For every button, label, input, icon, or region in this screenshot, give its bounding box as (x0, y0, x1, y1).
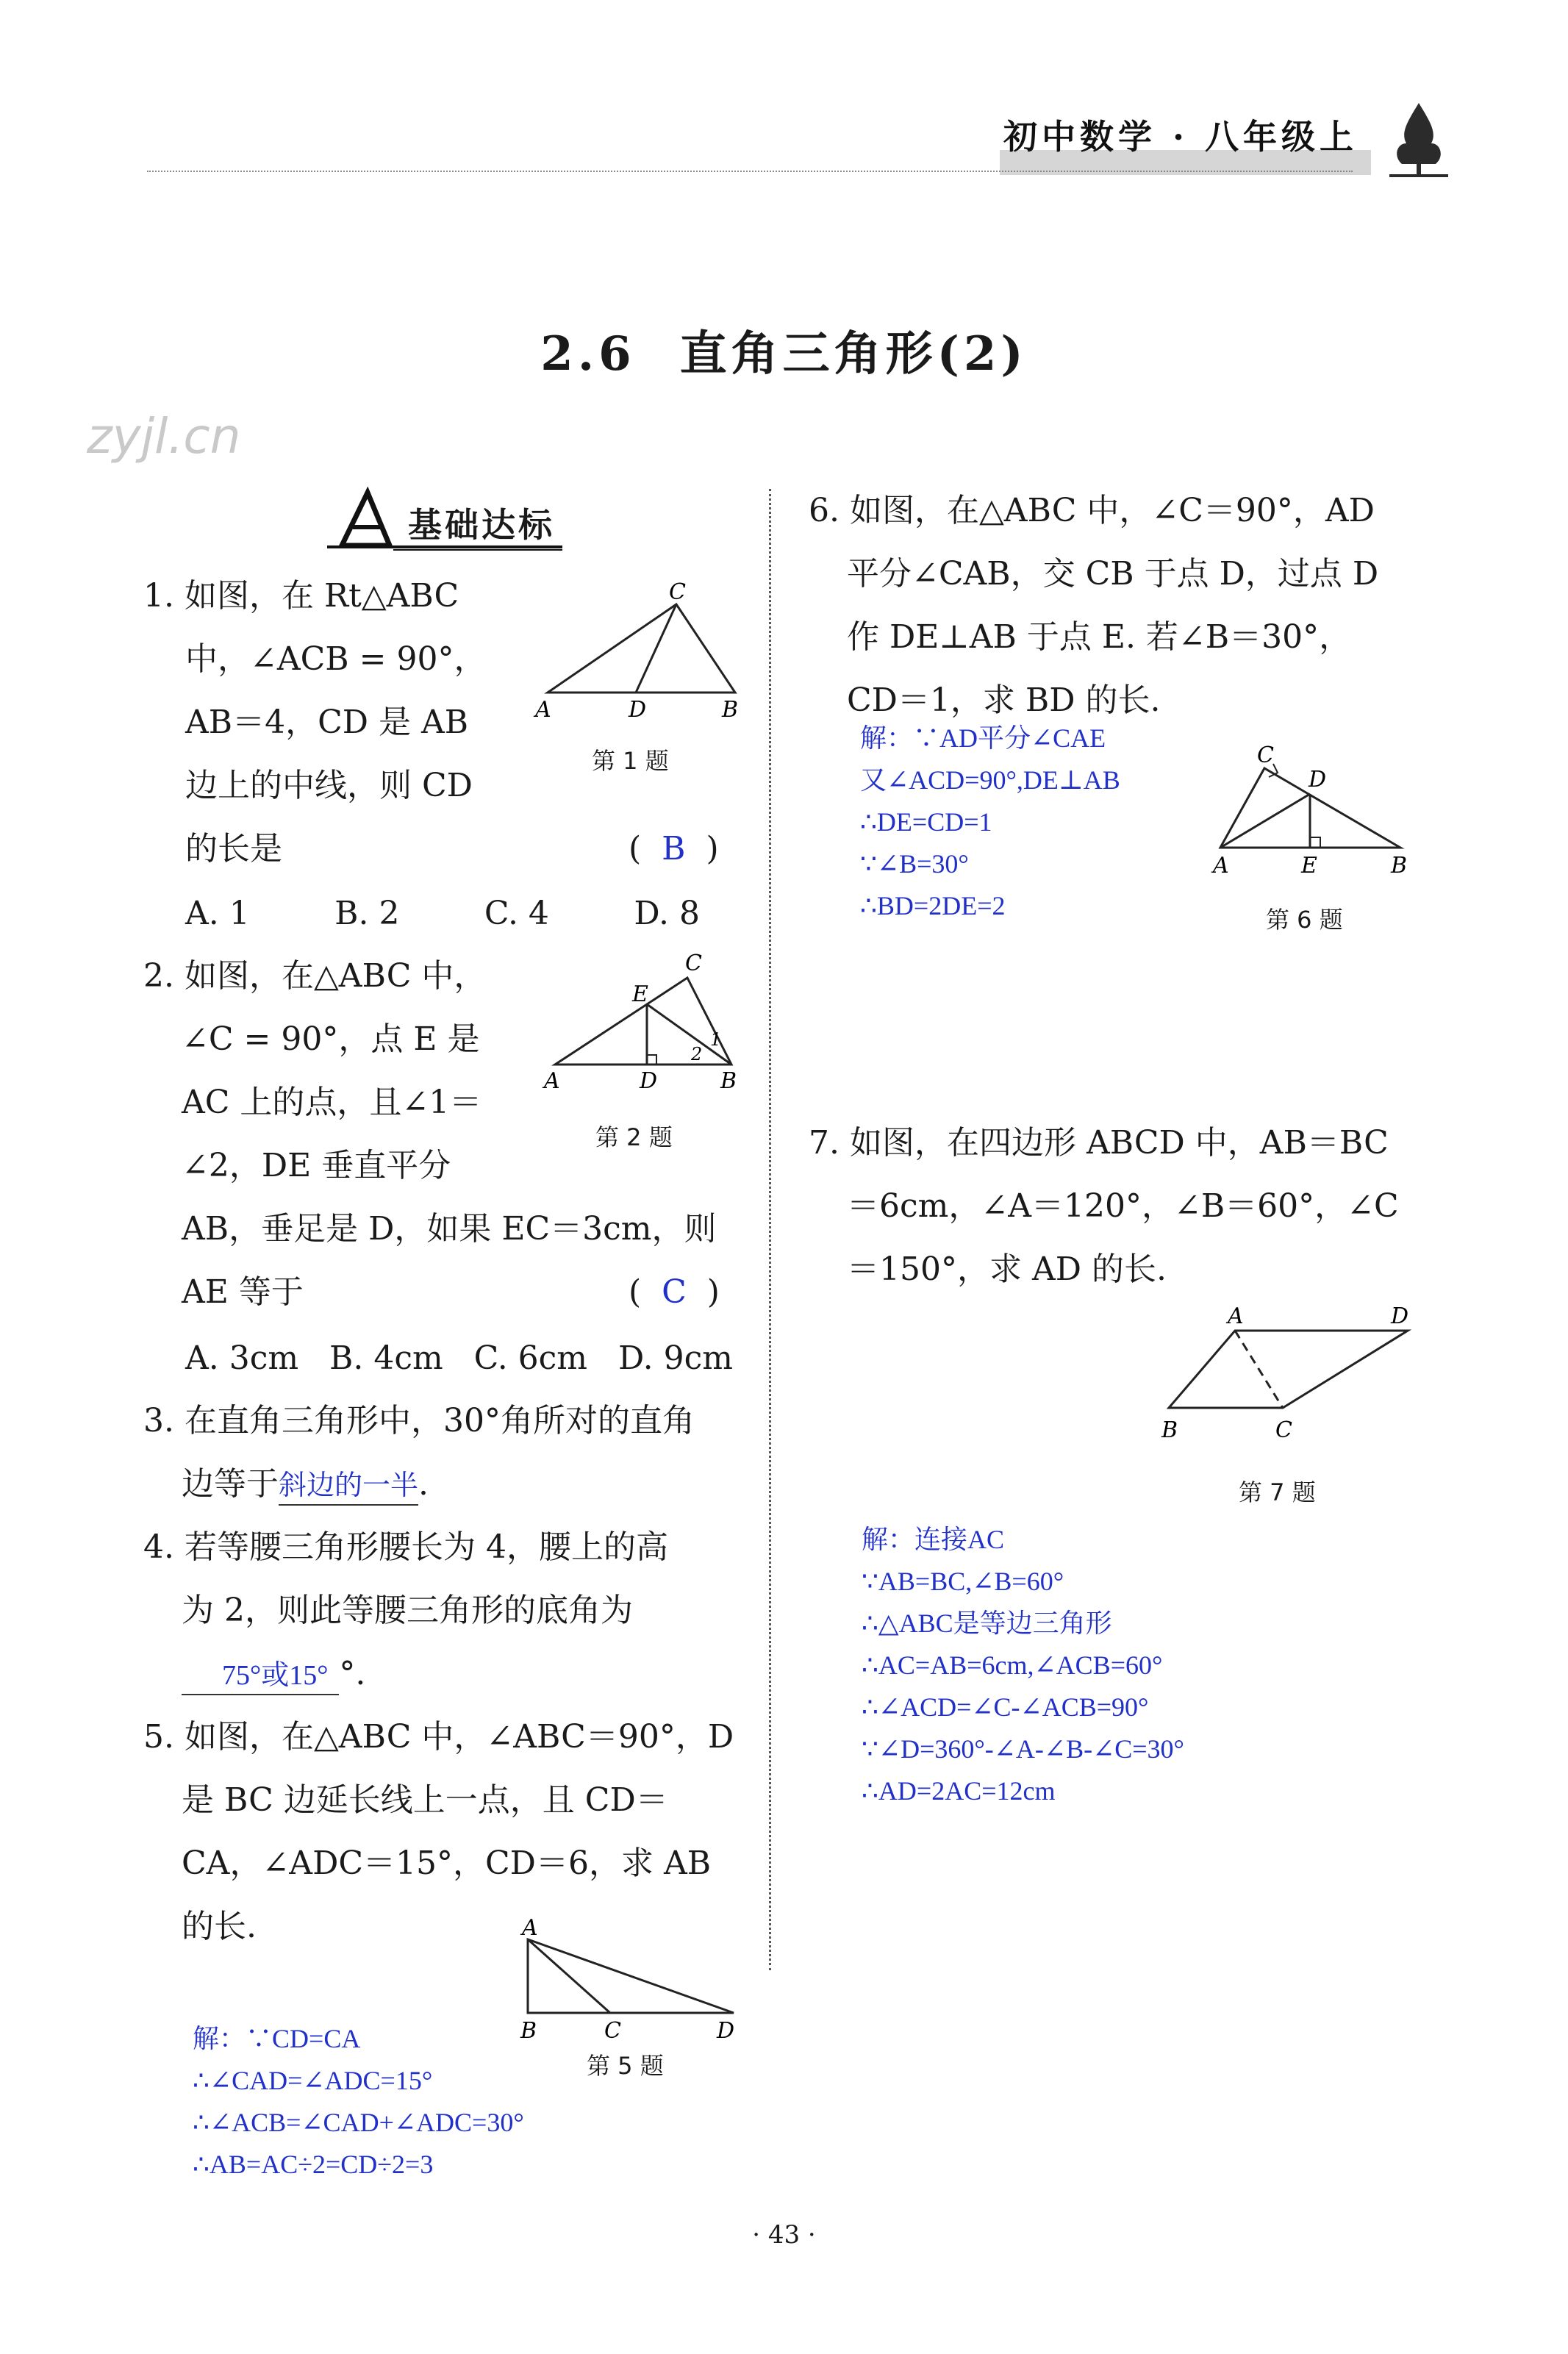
q1-line: 边上的中线，则 CD (185, 767, 473, 804)
q7-text (809, 1112, 1399, 1301)
q5-solution-line: 解：∵CD=CA (193, 2024, 361, 2053)
header-rule (147, 171, 1353, 172)
q2-answer: C (662, 1273, 687, 1311)
q6-label-a: A (1213, 853, 1229, 879)
q2-label-c: C (685, 951, 702, 976)
q6-solution-line: ∵∠B=30° (860, 849, 969, 879)
page-title (0, 316, 1568, 384)
q7-line: ＝6cm，∠A＝120°，∠B＝60°，∠C (847, 1187, 1399, 1225)
q2-choice-c: C. 6cm (473, 1339, 588, 1377)
q2-label-a: A (544, 1068, 560, 1094)
q6-label-b: B (1391, 853, 1408, 879)
q6-solution-line: ∴BD=2DE=2 (860, 891, 1006, 920)
q5-caption: 第 5 题 (587, 2052, 664, 2080)
q1-choice-c: C. 4 (484, 895, 549, 932)
q1-answer-bracket: ( B ) (629, 830, 719, 867)
q6-solution-line: ∴DE=CD=1 (860, 807, 992, 837)
q5-line: CA，∠ADC＝15°，CD＝6，求 AB (182, 1845, 712, 1882)
q2-label-1: 1 (710, 1029, 722, 1050)
q1-label-d: D (629, 697, 647, 723)
q7-label-a: A (1228, 1303, 1244, 1329)
q3-text (143, 1389, 695, 1516)
q6-solution (860, 718, 1120, 927)
q6-line: 6. 如图，在△ABC 中，∠C＝90°，AD (809, 492, 1375, 529)
q6-caption: 第 6 题 (1266, 906, 1343, 934)
q2-caption: 第 2 题 (595, 1123, 673, 1151)
q5-label-c: C (604, 2018, 621, 2044)
q1-choice-a: A. 1 (185, 895, 250, 932)
q2-label-b: B (720, 1068, 737, 1094)
q4-line: 4. 若等腰三角形腰长为 4，腰上的高 (143, 1528, 668, 1566)
q7-label-c: C (1275, 1417, 1292, 1443)
q1-line: 1. 如图，在 Rt△ABC (143, 577, 459, 615)
q2-choice-d: D. 9cm (617, 1339, 733, 1377)
q2-line: ∠2，DE 垂直平分 (182, 1147, 451, 1184)
q7-label-b: B (1161, 1417, 1178, 1443)
page-number: · 43 · (752, 2220, 816, 2250)
section-label: 基础达标 (408, 505, 555, 545)
q1-text (143, 565, 486, 881)
q1-label-a: A (535, 697, 551, 723)
q2-choice-a: A. 3cm (185, 1339, 299, 1377)
q6-line: CD＝1，求 BD 的长. (847, 681, 1161, 719)
q1-choices (185, 882, 700, 945)
tree-logo-icon (1386, 99, 1452, 180)
q4-text (143, 1516, 668, 1706)
q5-label-d: D (717, 2018, 735, 2044)
q5-solution (193, 2018, 524, 2186)
q7-solution-line: ∴∠ACD=∠C-∠ACB=90° (862, 1692, 1149, 1722)
q1-choice-d: D. 8 (634, 895, 700, 932)
q2-choice-b: B. 4cm (329, 1339, 443, 1377)
q6-solution-line: 解：∵AD平分∠CAE (860, 723, 1106, 753)
q6-label-e: E (1301, 853, 1317, 879)
q3-line: 3. 在直角三角形中，30°角所对的直角 (143, 1402, 695, 1439)
q5-solution-line: ∴AB=AC÷2=CD÷2=3 (193, 2150, 434, 2179)
q5-solution-line: ∴∠ACB=∠CAD+∠ADC=30° (193, 2108, 524, 2137)
q2-label-2: 2 (691, 1044, 703, 1065)
q2-line: AE 等于 (182, 1273, 304, 1311)
q7-solution-line: ∴AD=2AC=12cm (862, 1776, 1056, 1806)
q5-label-b: B (520, 2018, 537, 2044)
q2-choices (185, 1327, 733, 1390)
q1-figure (529, 573, 750, 728)
q7-figure (1154, 1301, 1419, 1448)
q2-line: 2. 如图，在△ABC 中， (143, 957, 487, 995)
q7-solution-line: ∵∠D=360°-∠A-∠B-∠C=30° (862, 1734, 1184, 1764)
q4-line: 为 2，则此等腰三角形的底角为 (182, 1592, 633, 1629)
q2-line: AB，垂足是 D，如果 EC＝3cm，则 (182, 1210, 717, 1248)
q6-line: 作 DE⊥AB 于点 E. 若∠B＝30°， (847, 618, 1352, 656)
q5-line: 是 BC 边延长线上一点，且 CD＝ (182, 1781, 668, 1819)
q2-figure (537, 948, 750, 1110)
q5-figure (515, 1919, 750, 2044)
q3-pre: 边等于 (182, 1465, 279, 1503)
q4-answer: 75°或15° (182, 1657, 339, 1695)
q1-label-b: B (722, 697, 739, 723)
q3-answer: 斜边的一半 (279, 1467, 418, 1506)
q2-line: ∠C = 90°，点 E 是 (182, 1020, 480, 1058)
header-title: 初中数学 · 八年级上 (1003, 117, 1358, 157)
q1-caption: 第 1 题 (592, 747, 669, 775)
q4-post: °. (339, 1655, 366, 1692)
q1-answer: B (662, 830, 686, 867)
q1-line: AB＝4，CD 是 AB (185, 704, 469, 741)
q1-label-c: C (669, 579, 686, 605)
q6-text (809, 479, 1378, 732)
watermark: zyjl.cn (87, 408, 241, 465)
q7-line: 7. 如图，在四边形 ABCD 中，AB＝BC (809, 1124, 1389, 1162)
q1-line: 的长是 (185, 830, 282, 867)
q7-caption: 第 7 题 (1239, 1478, 1316, 1506)
q7-solution-line: ∴AC=AB=6cm,∠ACB=60° (862, 1650, 1163, 1680)
column-divider (769, 489, 771, 1970)
q1-line: 中，∠ACB = 90°， (185, 640, 487, 678)
title-number: 2.6 (540, 326, 636, 382)
q5-line: 的长. (182, 1908, 257, 1945)
q5-label-a: A (522, 1919, 538, 1941)
q7-line: ＝150°，求 AD 的长. (847, 1251, 1167, 1288)
q2-label-d: D (640, 1068, 658, 1094)
q2-line: AC 上的点，且∠1＝ (182, 1084, 482, 1121)
q7-solution-line: ∵AB=BC,∠B=60° (862, 1567, 1064, 1596)
title-text: 直角三角形(2) (679, 326, 1028, 382)
q2-label-e: E (632, 981, 648, 1007)
q6-solution-line: 又∠ACD=90°,DE⊥AB (860, 765, 1120, 795)
q7-solution-line: 解：连接AC (862, 1525, 1005, 1554)
q7-label-d: D (1391, 1303, 1409, 1329)
q2-answer-bracket: ( C ) (629, 1273, 720, 1311)
q6-line: 平分∠CAB，交 CB 于点 D，过点 D (847, 555, 1379, 593)
q6-label-d: D (1309, 767, 1327, 793)
q5-solution-line: ∴∠CAD=∠ADC=15° (193, 2066, 433, 2095)
q7-solution (862, 1519, 1184, 1812)
q3-post: . (418, 1465, 429, 1503)
q5-line: 5. 如图，在△ABC 中，∠ABC＝90°，D (143, 1718, 734, 1756)
q7-solution-line: ∴△ABC是等边三角形 (862, 1609, 1112, 1638)
q6-figure (1198, 739, 1419, 886)
q6-label-c: C (1257, 743, 1274, 768)
q1-choice-b: B. 2 (334, 895, 400, 932)
